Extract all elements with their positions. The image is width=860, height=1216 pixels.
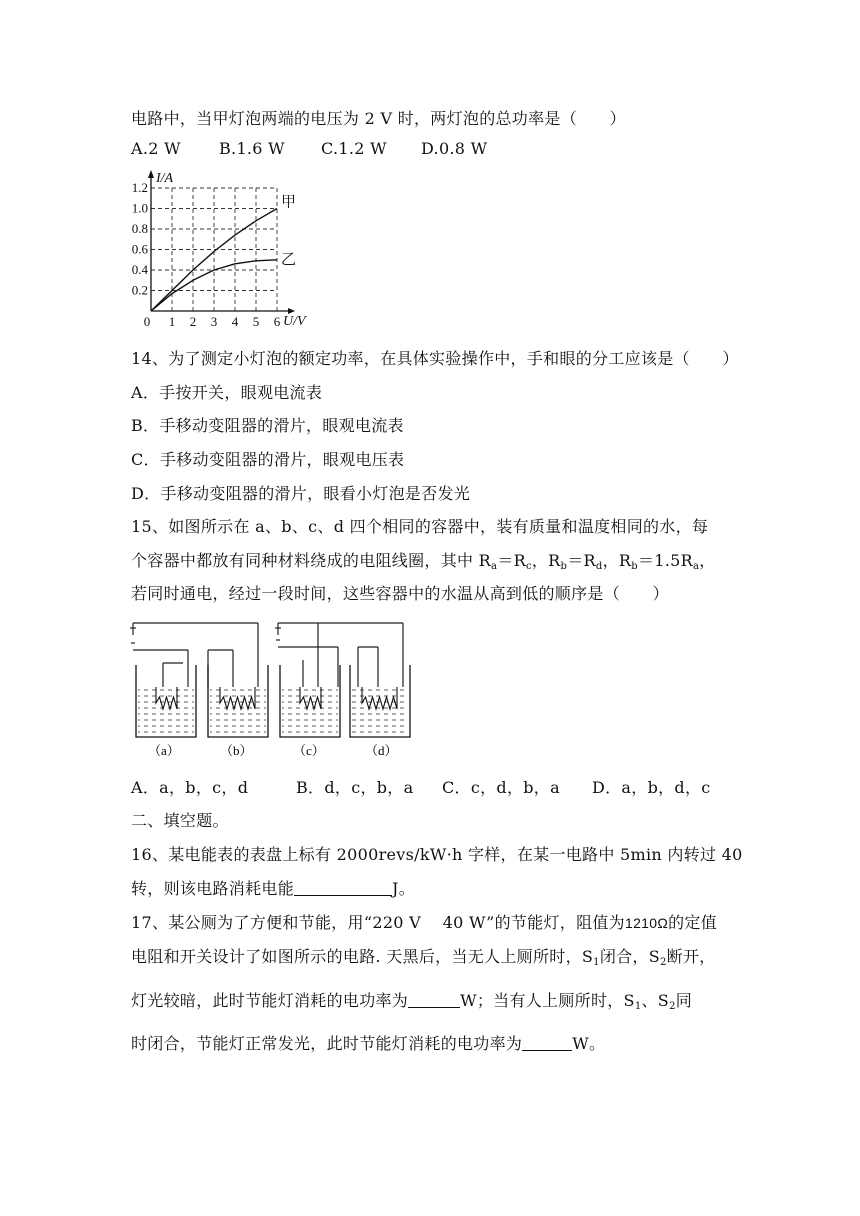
x-tick-label: 1: [168, 314, 176, 329]
q13-stem: 电路中，当甲灯泡两端的电压为 2 V 时，两灯泡的总功率是（ ）: [131, 109, 626, 128]
q17-stem-line1: 17、某公厕为了方便和节能，用“220 V 40 W”的节能灯，阻值为1210Ω的定值: [131, 913, 718, 932]
q13-option-b: B.1.6 W: [219, 139, 285, 158]
q15-stem-line1: 15、如图所示在 a、b、c、d 四个相同的容器中，装有质量和温度相同的水，每: [131, 517, 709, 536]
origin-label: 0: [143, 314, 151, 329]
figure-label-c: （c）: [293, 743, 325, 758]
q14-option-c: C．手移动变阻器的滑片，眼观电压表: [131, 450, 405, 469]
iu-graph: [125, 168, 325, 333]
y-axis-label: I/A: [156, 171, 174, 186]
x-tick-label: 3: [210, 314, 218, 329]
q14-option-b: B．手移动变阻器的滑片，眼观电流表: [131, 416, 404, 435]
figure-label-d: （d）: [365, 743, 398, 758]
y-axis-arrow: [148, 170, 154, 178]
water: [210, 685, 266, 737]
x-tick-label: 4: [231, 314, 239, 329]
y-tick-label: 1.0: [131, 200, 148, 216]
q15-option-d: D．a，b，d，c: [592, 778, 711, 797]
figure-label-a: （a）: [148, 743, 180, 758]
q15-options: [131, 775, 711, 798]
q17-stem-line3: 灯光较暗，此时节能灯消耗的电功率为 W；当有人上厕所时，$S_1$、$S_2$同: [131, 991, 693, 1012]
q13-option-c: C.1.2 W: [321, 139, 387, 158]
q15-stem-line3: 若同时通电，经过一段时间，这些容器中的水温从高到低的顺序是（ ）: [131, 584, 669, 603]
q15-option-c: C．c，d，b，a: [442, 778, 560, 797]
q13-option-d: D.0.8 W: [421, 139, 488, 158]
y-tick-label: 0.8: [131, 221, 148, 236]
q14-stem: 14、为了测定小灯泡的额定功率，在具体实验操作中，手和眼的分工应该是（ ）: [131, 349, 739, 368]
q14-option-a: A．手按开关，眼观电流表: [131, 383, 323, 402]
y-tick-label: 0.6: [131, 241, 148, 257]
water: [352, 685, 408, 737]
q14-option-d: D．手移动变阻器的滑片，眼看小灯泡是否发光: [131, 484, 471, 503]
x-tick-label: 6: [273, 314, 281, 329]
q15-option-b: B．d，c，b，a: [296, 778, 414, 797]
q15-stem-line2: 个容器中都放有同种材料绕成的电阻线圈，其中 $R_a=R_c$，$R_b=R_d$，$R_b=1.5R_a$，: [131, 551, 716, 572]
q17-answer-blank-1[interactable]: [408, 991, 460, 1008]
q13-option-a: A.2 W: [131, 139, 181, 158]
y-tick-label: 0.2: [131, 282, 148, 298]
x-axis-label: U/V: [283, 314, 306, 329]
q15-containers-figure: [128, 615, 418, 760]
y-tick-label: 1.2: [131, 180, 148, 195]
q17-answer-blank-2[interactable]: [522, 1034, 572, 1051]
water: [138, 685, 194, 737]
q16-stem-line1: 16、某电能表的表盘上标有 2000revs/kW·h 字样，在某一电路中 5min 内转过 40: [131, 845, 743, 864]
q15-option-a: A．a，b，c，d: [131, 778, 249, 797]
y-tick-label: 0.4: [131, 262, 148, 277]
q17-stem-line4: 时闭合，节能灯正常发光，此时节能灯消耗的电功率为 W。: [131, 1034, 606, 1053]
q16-stem-line2: 转，则该电路消耗电能 J。: [131, 879, 416, 898]
series-label-jia: 甲: [281, 194, 297, 211]
series-label-yi: 乙: [281, 251, 297, 268]
q17-stem-line2: 电阻和开关设计了如图所示的电路. 天黑后，当无人上厕所时，$S_1$闭合，$S_2$断开，: [131, 947, 716, 968]
q13-options: [131, 139, 487, 158]
q16-answer-blank[interactable]: [294, 879, 392, 896]
water: [282, 685, 338, 737]
x-tick-label: 2: [189, 314, 197, 329]
x-tick-label: 5: [252, 314, 260, 329]
figure-label-b: （b）: [220, 743, 253, 758]
section-title: 二、填空题。: [131, 811, 229, 830]
